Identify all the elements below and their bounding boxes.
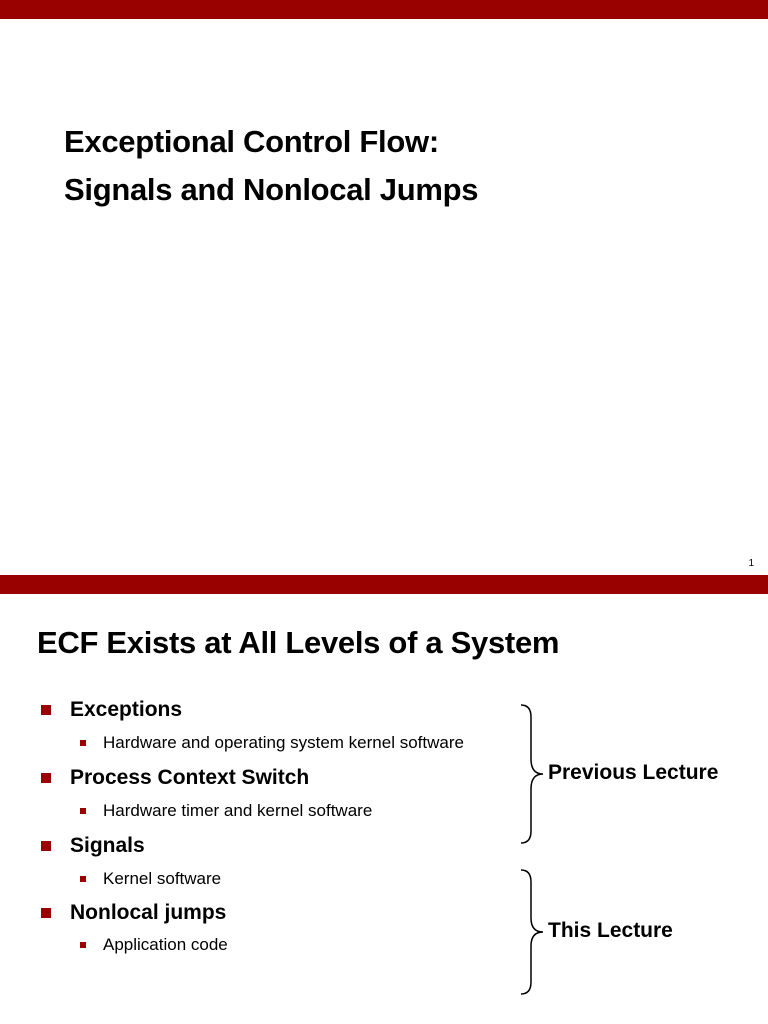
slide-title — [64, 118, 478, 214]
top-accent-bar — [0, 0, 768, 19]
sub-bullet-label: Kernel software — [103, 869, 222, 888]
slide-title: ECF Exists at All Levels of a System — [37, 625, 560, 660]
small-square-bullet-icon — [80, 740, 86, 746]
brace-label-previous-lecture: Previous Lecture — [548, 761, 719, 784]
small-square-bullet-icon — [80, 942, 86, 948]
square-bullet-icon — [41, 773, 51, 783]
sub-bullet-item — [80, 732, 464, 754]
bullet-item-exceptions — [41, 697, 182, 723]
small-square-bullet-icon — [80, 876, 86, 882]
bullet-item-nonlocal-jumps — [41, 900, 226, 926]
sub-bullet-label: Application code — [103, 935, 228, 954]
slide-title-line-1: Exceptional Control Flow: — [64, 124, 439, 159]
page-number: 1 — [748, 558, 754, 569]
sub-bullet-label: Hardware and operating system kernel software — [103, 733, 464, 752]
bullet-label: Process Context Switch — [70, 766, 310, 789]
right-brace-icon — [518, 703, 548, 845]
square-bullet-icon — [41, 705, 51, 715]
sub-bullet-item — [80, 868, 221, 890]
bullet-item-process-context-switch — [41, 765, 309, 791]
small-square-bullet-icon — [80, 808, 86, 814]
bullet-label: Nonlocal jumps — [70, 901, 227, 924]
right-brace-icon — [518, 868, 548, 996]
square-bullet-icon — [41, 908, 51, 918]
brace-label-this-lecture: This Lecture — [548, 919, 673, 942]
bullet-item-signals — [41, 833, 145, 859]
slide-2 — [0, 575, 768, 1024]
sub-bullet-item — [80, 934, 228, 956]
bullet-label: Exceptions — [70, 698, 183, 721]
top-accent-bar — [0, 575, 768, 594]
sub-bullet-item — [80, 800, 372, 822]
bullet-label: Signals — [70, 834, 145, 857]
slide-title-line-2: Signals and Nonlocal Jumps — [64, 172, 479, 207]
sub-bullet-label: Hardware timer and kernel software — [103, 801, 373, 820]
square-bullet-icon — [41, 841, 51, 851]
